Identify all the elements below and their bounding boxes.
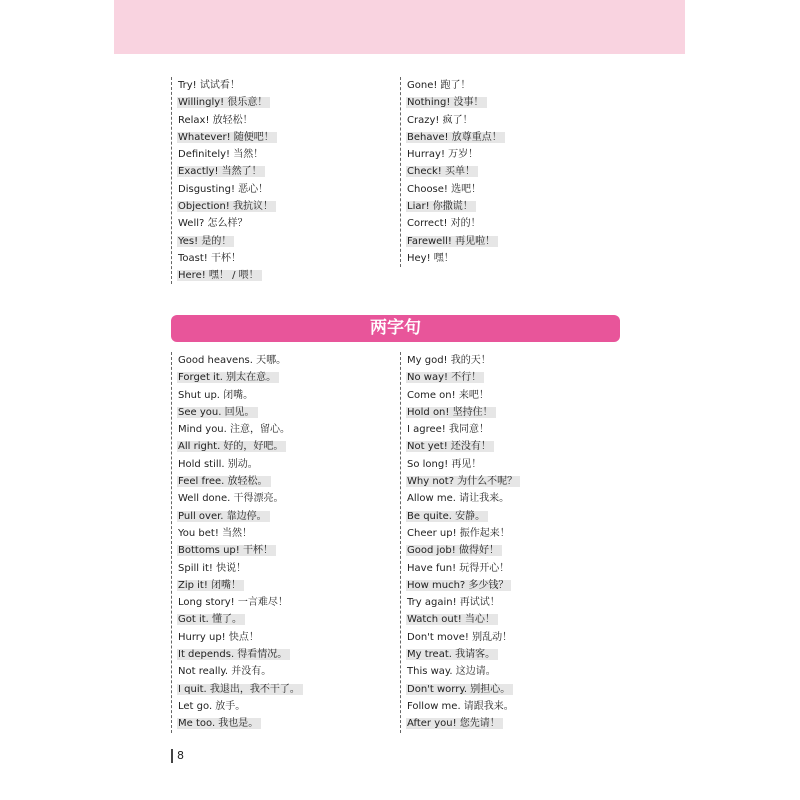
phrase-row [177, 646, 303, 663]
phrase-row [177, 369, 303, 386]
phrase-text: Cheer up! 振作起来！ [407, 527, 510, 539]
phrase-row [177, 490, 303, 507]
phrase-row [406, 404, 520, 421]
phrase-text: Whatever! 随便吧！ [177, 132, 277, 143]
phrase-row [406, 94, 505, 111]
phrase-row [406, 352, 520, 369]
phrase-row [177, 715, 303, 732]
phrase-text: Have fun! 玩得开心！ [407, 562, 510, 574]
phrase-row [406, 215, 505, 232]
phrase-text: So long! 再见！ [407, 458, 482, 470]
phrase-row [177, 387, 303, 404]
phrase-text: Relax! 放轻松！ [178, 114, 253, 126]
phrase-row [406, 490, 520, 507]
phrase-row [177, 198, 277, 215]
phrase-text: Objection! 我抗议！ [177, 201, 276, 212]
phrase-text: Yes! 是的！ [177, 236, 234, 247]
phrase-row [177, 233, 277, 250]
phrase-row [406, 456, 520, 473]
phrase-row [406, 663, 520, 680]
phrase-row [406, 421, 520, 438]
phrase-row [406, 577, 520, 594]
phrase-row [406, 681, 520, 698]
phrase-row [406, 146, 505, 163]
phrase-row [177, 629, 303, 646]
phrase-text: I quit. 我退出，我不干了。 [177, 684, 303, 695]
phrase-text: You bet! 当然！ [178, 527, 253, 539]
phrase-text: Spill it! 快说！ [178, 562, 247, 574]
section1-left-column [171, 77, 277, 284]
phrase-text: Disgusting! 恶心！ [178, 183, 269, 195]
phrase-row [177, 525, 303, 542]
phrase-text: Why not? 为什么不呢？ [406, 476, 520, 487]
phrase-row [177, 560, 303, 577]
phrase-row [177, 181, 277, 198]
phrase-row [406, 77, 505, 94]
phrase-text: Crazy! 疯了！ [407, 114, 473, 126]
phrase-row [177, 681, 303, 698]
phrase-text: Good heavens. 天哪。 [178, 355, 287, 366]
phrase-text: Exactly! 当然了！ [177, 166, 265, 177]
phrase-text: Check! 买单！ [406, 166, 478, 177]
phrase-text: No way! 不行！ [406, 372, 484, 383]
phrase-row [177, 542, 303, 559]
phrase-text: How much? 多少钱？ [406, 580, 511, 591]
phrase-text: Zip it! 闭嘴！ [177, 580, 244, 591]
phrase-row [177, 577, 303, 594]
phrase-row [406, 129, 505, 146]
phrase-row [406, 198, 505, 215]
phrase-row [177, 473, 303, 490]
phrase-text: Watch out! 当心！ [406, 614, 498, 625]
phrase-text: Willingly! 很乐意！ [177, 97, 270, 108]
phrase-text: Good job! 做得好！ [406, 545, 502, 556]
section2-right-column [400, 352, 520, 733]
phrase-text: Well? 怎么样？ [178, 218, 248, 230]
phrase-text: This way. 这边请。 [407, 666, 496, 678]
phrase-row [177, 112, 277, 129]
phrase-row [406, 629, 520, 646]
phrase-row [406, 473, 520, 490]
phrase-row [177, 421, 303, 438]
phrase-text: Be quite. 安静。 [406, 511, 488, 522]
phrase-text: Farewell! 再见啦！ [406, 236, 498, 247]
phrase-row [406, 698, 520, 715]
phrase-text: Come on! 来吧！ [407, 389, 489, 401]
phrase-row [406, 542, 520, 559]
phrase-text: Hey! 嘿！ [407, 252, 454, 264]
phrase-row [406, 594, 520, 611]
phrase-text: Not really. 并没有。 [178, 666, 272, 678]
phrase-row [177, 250, 277, 267]
phrase-row [177, 77, 277, 94]
phrase-row [406, 181, 505, 198]
phrase-text: Liar! 你撒谎！ [406, 201, 476, 212]
phrase-row [177, 267, 277, 284]
phrase-text: All right. 好的，好吧。 [177, 441, 286, 452]
phrase-row [177, 456, 303, 473]
phrase-row [406, 163, 505, 180]
phrase-row [406, 233, 505, 250]
phrase-text: Gone! 跑了！ [407, 80, 471, 91]
phrase-text: My god! 我的天！ [407, 355, 491, 366]
phrase-row [406, 646, 520, 663]
phrase-text: I agree! 我同意！ [407, 424, 489, 436]
phrase-row [406, 369, 520, 386]
phrase-text: Hurray! 万岁！ [407, 149, 479, 161]
phrase-text: Allow me. 请让我来。 [407, 493, 510, 505]
phrase-text: Forget it. 别太在意。 [177, 372, 279, 383]
phrase-row [177, 215, 277, 232]
phrase-text: Choose! 选吧！ [407, 183, 482, 195]
phrase-text: Toast! 干杯！ [178, 252, 241, 264]
phrase-text: Behave! 放尊重点！ [406, 132, 505, 143]
phrase-text: Let go. 放手。 [178, 700, 246, 712]
phrase-row [406, 525, 520, 542]
phrase-text: Definitely! 当然！ [178, 149, 264, 161]
phrase-text: After you! 您先请！ [406, 718, 503, 729]
phrase-row [177, 508, 303, 525]
phrase-row [177, 163, 277, 180]
phrase-row [406, 508, 520, 525]
phrase-text: Don't move! 别乱动！ [407, 631, 513, 643]
phrase-text: Bottoms up! 干杯！ [177, 545, 276, 556]
phrase-row [177, 404, 303, 421]
phrase-text: Hold on! 坚持住！ [406, 407, 496, 418]
phrase-row [177, 129, 277, 146]
phrase-text: Got it. 懂了。 [177, 614, 245, 625]
phrase-text: It depends. 得看情况。 [177, 649, 290, 660]
phrase-row [406, 112, 505, 129]
phrase-text: Shut up. 闭嘴。 [178, 389, 254, 401]
phrase-row [177, 352, 303, 369]
phrase-text: My treat. 我请客。 [406, 649, 498, 660]
phrase-text: Feel free. 放轻松。 [177, 476, 271, 487]
phrase-text: Here! 嘿！ / 喂！ [177, 270, 262, 281]
phrase-text: Me too. 我也是。 [177, 718, 261, 729]
page-number: 8 [171, 749, 184, 763]
phrase-row [177, 698, 303, 715]
phrase-row [406, 438, 520, 455]
phrase-row [177, 611, 303, 628]
phrase-text: Long story! 一言难尽！ [178, 597, 288, 609]
phrase-text: Hurry up! 快点！ [178, 631, 259, 643]
phrase-text: Don't worry. 别担心。 [406, 684, 513, 695]
phrase-text: Mind you. 注意，留心。 [178, 424, 291, 436]
phrase-row [177, 663, 303, 680]
phrase-row [177, 594, 303, 611]
phrase-row [406, 250, 505, 267]
phrase-row [177, 146, 277, 163]
phrase-text: Well done. 干得漂亮。 [178, 493, 284, 505]
section2-title-banner: 两字句 [171, 315, 620, 342]
phrase-row [177, 94, 277, 111]
section1-right-column [400, 77, 505, 267]
phrase-row [177, 438, 303, 455]
phrase-row [406, 387, 520, 404]
phrase-text: Correct! 对的！ [407, 218, 481, 230]
phrase-text: See you. 回见。 [177, 407, 258, 418]
phrase-row [406, 560, 520, 577]
phrase-text: Hold still. 别动。 [178, 458, 258, 470]
phrase-text: Pull over. 靠边停。 [177, 511, 270, 522]
phrase-row [406, 611, 520, 628]
phrase-text: Try again! 再试试！ [407, 597, 500, 609]
header-band [114, 0, 685, 54]
phrase-text: Try! 试试看！ [178, 80, 240, 91]
phrase-row [406, 715, 520, 732]
phrase-text: Nothing! 没事！ [406, 97, 487, 108]
section2-left-column [171, 352, 303, 733]
phrase-text: Follow me. 请跟我来。 [407, 700, 514, 712]
phrase-text: Not yet! 还没有！ [406, 441, 494, 452]
